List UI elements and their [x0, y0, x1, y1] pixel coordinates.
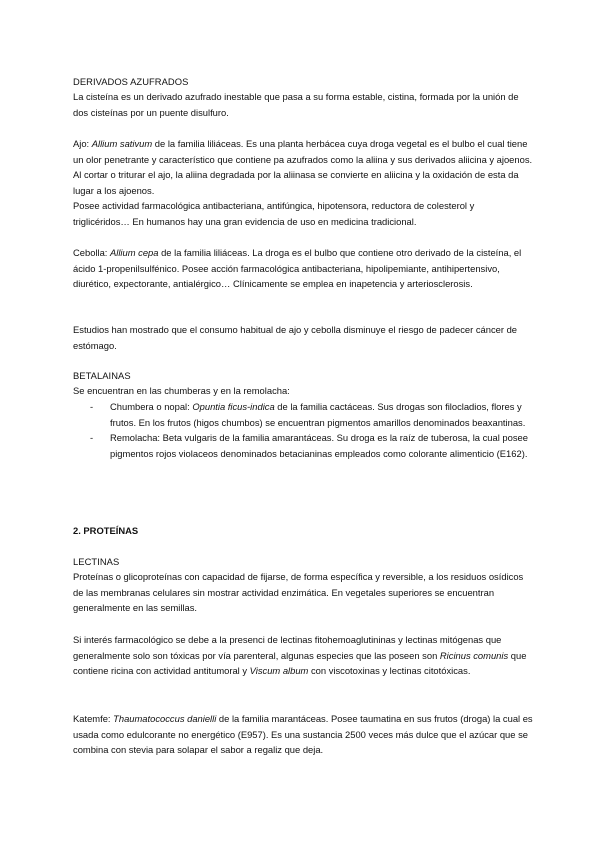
paragraph-cebolla — [73, 245, 533, 292]
ajo-text: de la familia liliáceas. Es una planta herbácea cuya droga vegetal es el bulbo el cual tiene un olor penetrante y característico que contiene pa azufrados como la aliina y sus derivados aliicina y ajoenos. Al cortar o triturar el ajo, la aliina degradada por la aliinasa se convierte en aliicina y la oxidación de esta da lugar a los ajoenos. — [73, 138, 533, 196]
katemfe-label: Katemfe: — [73, 713, 114, 724]
cebolla-text: de la familia liliáceas. La droga es el bulbo que contiene otro derivado de la cisteína, el ácido 1-propenilsulfénico. Posee acción farmacológica antibacteriana, hipolipemiante, antihipertensivo, diurético, expectorante, antialérgico… Clínicamente se emplea en inapetencia y arteriosclerosis. — [73, 247, 522, 289]
list-item-chumbera — [90, 399, 530, 430]
chumbera-text: de la familia cactáceas. Sus drogas son filocladios, flores y frutos. En los frutos (higos chumbos) se encuentran pigmentos amarillos denominados beaxantinas. — [110, 401, 526, 428]
ricinus-species: Ricinus comunis — [439, 649, 509, 661]
section-heading-proteinas: 2. PROTEÍNAS — [73, 525, 139, 536]
paragraph-katemfe — [73, 711, 533, 758]
viscum-species: Viscum album — [249, 665, 309, 676]
cebolla-label: Cebolla: — [73, 247, 111, 258]
katemfe-text: de la familia marantáceas. Posee taumatina en sus frutos (droga) la cual es usada como edulcorante no energético (E957). Es una sustancia 2500 veces más dulce que el azúcar que se combina con stevia para solapar el sabor a regaliz que deja. — [73, 713, 533, 755]
betalainas-list — [90, 399, 530, 461]
chumbera-label: Chumbera o nopal: — [110, 401, 193, 412]
interes-text-c: con viscotoxinas y lectinas citotóxicas. — [308, 665, 471, 676]
paragraph-lectinas: Proteínas o glicoproteínas con capacidad de fijarse, de forma específica y reversible, a los residuos osídicos de las membranas celulares sin mostrar actividad enzimática. En vegetales superiores se encuentran generalmente en las semillas. — [73, 571, 524, 613]
list-dash: - — [90, 401, 94, 412]
chumbera-species: Opuntia ficus-indica — [192, 401, 275, 412]
ajo-species: Allium sativum — [91, 138, 153, 149]
list-dash: - — [90, 432, 94, 443]
paragraph-interes-farmacologico — [73, 632, 533, 679]
section-heading-betalainas: BETALAINAS — [73, 370, 131, 381]
cebolla-species: Allium cepa — [110, 247, 159, 258]
paragraph-ajo — [73, 136, 533, 198]
paragraph-betalainas-intro: Se encuentran en las chumberas y en la remolacha: — [73, 385, 290, 396]
paragraph-ajo-actividad: Posee actividad farmacológica antibacteriana, antifúngica, hipotensora, reductora de colesterol y triglicéridos… En humanos hay una gran evidencia de uso en medicina tradicional. — [73, 200, 475, 227]
list-item-remolacha — [90, 430, 530, 461]
katemfe-species: Thaumatococcus danielli — [113, 713, 217, 724]
section-heading-lectinas: LECTINAS — [73, 556, 120, 567]
paragraph-cisteina: La cisteína es un derivado azufrado inestable que pasa a su forma estable, cistina, formada por la unión de dos cisteínas por un puente disulfuro. — [73, 91, 519, 118]
paragraph-estudios: Estudios han mostrado que el consumo habitual de ajo y cebolla disminuye el riesgo de padecer cáncer de estómago. — [73, 324, 518, 351]
ajo-label: Ajo: — [73, 138, 92, 149]
interes-text-a: Si interés farmacológico se debe a la presenci de lectinas fitohemoaglutininas y lectinas mitógenas que generalmente solo son tóxicas por vía parenteral, algunas especies que las poseen son — [73, 634, 502, 661]
interes-text-b: que contiene ricina con actividad antitumoral y — [73, 649, 527, 676]
section-heading-derivados-azufrados: DERIVADOS AZUFRADOS — [73, 76, 189, 87]
remolacha-text: Remolacha: Beta vulgaris de la familia amarantáceas. Su droga es la raíz de tuberosa, la cual posee pigmentos rojos violaceos denominados betacianinas empleados como colorante alimenticio (E162). — [110, 432, 528, 459]
